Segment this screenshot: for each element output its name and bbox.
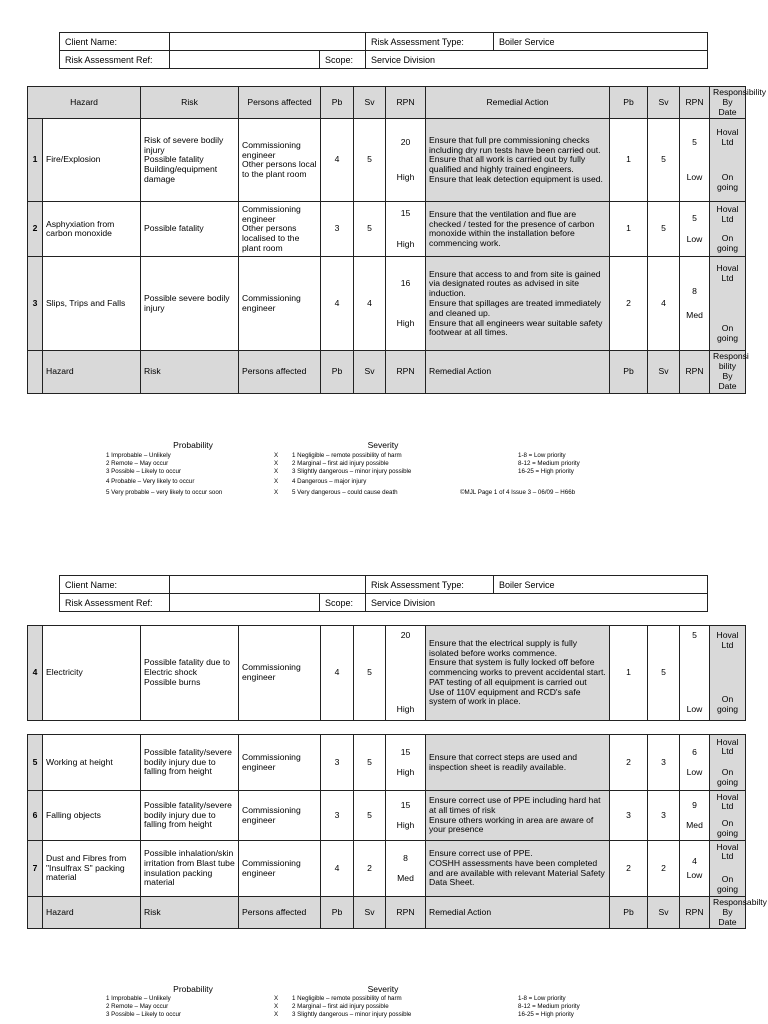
col-responsibility: Responsi bility By Date <box>710 351 746 393</box>
col-hazard: Hazard <box>43 351 141 393</box>
pb2-cell: 2 <box>610 257 648 351</box>
sv2-cell: 5 <box>648 119 680 202</box>
row-number: 1 <box>28 119 43 202</box>
assessment-type-value: Boiler Service <box>494 576 708 594</box>
multiply-sign: X <box>274 1011 279 1018</box>
row-number: 6 <box>28 791 43 841</box>
row-number: 7 <box>28 841 43 897</box>
rpn2-cell <box>680 841 710 897</box>
pb2-cell: 3 <box>610 791 648 841</box>
responsible-party: Hoval Ltd <box>716 204 739 225</box>
due-date: On going <box>716 817 739 838</box>
persons-cell: Commissioning engineer <box>239 791 321 841</box>
rpn-level: High <box>396 766 415 777</box>
responsibility-cell <box>710 257 746 351</box>
rpn-level: Med <box>397 872 414 883</box>
hazard-cell: Dust and Fibres from "Insulfrax S" packing material <box>43 841 141 897</box>
pb-cell: 3 <box>321 735 354 791</box>
priority-item: 16-25 = High priority <box>518 1011 574 1018</box>
col-pb2: Pb <box>610 897 648 929</box>
sv2-cell: 5 <box>648 626 680 721</box>
column-header-row <box>28 87 746 119</box>
pb2-cell: 2 <box>610 841 648 897</box>
severity-item: 3 Slightly dangerous – minor injury possible <box>292 1011 412 1018</box>
rpn2-level: Med <box>686 310 703 321</box>
probability-title: Probability <box>173 984 213 994</box>
severity-item: 2 Marginal – first aid injury possible <box>292 460 389 467</box>
pb-cell: 3 <box>321 202 354 257</box>
severity-item: 4 Dangerous – major injury <box>292 478 367 485</box>
persons-cell: Commissioning engineer Other persons localised to the plant room <box>239 202 321 257</box>
row-number: 3 <box>28 257 43 351</box>
rpn-level: High <box>396 704 415 715</box>
col-pb: Pb <box>321 87 354 119</box>
table-row <box>28 791 746 841</box>
persons-cell: Commissioning engineer <box>239 626 321 721</box>
col-remedial: Remedial Action <box>426 87 610 119</box>
rpn-cell <box>386 626 426 721</box>
responsible-party: Hoval Ltd <box>716 262 739 283</box>
responsibility-cell <box>710 626 746 721</box>
risk-cell: Possible fatality/severe bodily injury due to falling from height <box>141 791 239 841</box>
rpn-value: 8 <box>403 852 408 863</box>
sv2-cell: 4 <box>648 257 680 351</box>
risk-cell: Possible fatality <box>141 202 239 257</box>
table-row <box>28 626 746 721</box>
client-name-label: Client Name: <box>60 33 170 51</box>
pb-cell: 4 <box>321 119 354 202</box>
priority-item: 8-12 = Medium priority <box>518 460 580 467</box>
assessment-ref-label: Risk Assessment Ref: <box>60 594 170 612</box>
remedial-cell: Ensure that correct steps are used and inspection sheet is readily available. <box>426 735 610 791</box>
table-row <box>28 257 746 351</box>
rpn2-level: Low <box>686 869 703 880</box>
sv2-cell: 2 <box>648 841 680 897</box>
risk-key-2 <box>0 984 768 1024</box>
priority-item: 16-25 = High priority <box>518 468 574 475</box>
remedial-cell: Ensure that access to and from site is gained via designated routes as advised in site induction. Ensure that spillages are treated immediately and cleaned up. Ensure that all engineers wear suitable safety footwear at all times. <box>426 257 610 351</box>
col-rpn2: RPN <box>680 87 710 119</box>
rpn2-cell <box>680 626 710 721</box>
scope-label: Scope: <box>320 594 366 612</box>
responsible-party: Hoval Ltd <box>716 127 739 148</box>
table-row <box>28 735 746 791</box>
pb2-cell: 1 <box>610 119 648 202</box>
rpn-value: 15 <box>400 799 411 810</box>
rpn-cell <box>386 202 426 257</box>
remedial-cell: Ensure correct use of PPE including hard hat at all times of risk Ensure others working in area are aware of your presence <box>426 791 610 841</box>
hazard-cell: Slips, Trips and Falls <box>43 257 141 351</box>
col-pb: Pb <box>321 897 354 929</box>
multiply-sign: X <box>274 995 279 1002</box>
responsibility-cell <box>710 841 746 897</box>
col-pb: Pb <box>321 351 354 393</box>
pb2-cell: 2 <box>610 735 648 791</box>
multiply-sign: X <box>274 1003 279 1010</box>
responsible-party: Hoval Ltd <box>716 736 739 757</box>
risk-cell: Possible fatality due to Electric shock Possible burns <box>141 626 239 721</box>
page-footer: ©MJL Page 1 of 4 Issue 3 – 06/09 – H66b <box>460 489 576 496</box>
severity-title: Severity <box>367 984 399 994</box>
col-rpn: RPN <box>386 87 426 119</box>
footer-header-row <box>28 897 746 929</box>
persons-cell: Commissioning engineer Other persons local to the plant room <box>239 119 321 202</box>
due-date: On going <box>716 694 739 715</box>
probability-item: 2 Remote – May occur <box>106 460 169 467</box>
severity-item: 5 Very dangerous – could cause death <box>292 489 398 496</box>
col-persons: Persons affected <box>239 897 321 929</box>
multiply-sign: X <box>274 460 279 467</box>
header-table-2 <box>59 575 708 612</box>
col-hazard: Hazard <box>28 87 141 119</box>
scope-value: Service Division <box>366 51 708 69</box>
multiply-sign: X <box>274 489 279 496</box>
priority-item: 8-12 = Medium priority <box>518 1003 580 1010</box>
hazard-cell: Working at height <box>43 735 141 791</box>
rpn2-level: Low <box>686 171 703 182</box>
remedial-cell: Ensure that full pre commissioning checks including dry run tests have been carried out. Ensure that all work is carried out by fully qualified and highly trained engineers. Ensure that leak detection equipment is used. <box>426 119 610 202</box>
due-date: On going <box>717 232 739 253</box>
rpn-cell <box>386 119 426 202</box>
rpn-value: 20 <box>400 630 411 640</box>
responsibility-cell <box>710 119 746 202</box>
rpn-value: 15 <box>400 208 411 219</box>
col-risk: Risk <box>141 351 239 393</box>
rpn-cell <box>386 735 426 791</box>
responsibility-cell <box>710 202 746 257</box>
risk-cell: Possible severe bodily injury <box>141 257 239 351</box>
sv-cell: 5 <box>354 735 386 791</box>
multiply-sign: X <box>274 478 279 485</box>
col-risk: Risk <box>141 897 239 929</box>
col-risk: Risk <box>141 87 239 119</box>
risk-cell: Possible fatality/severe bodily injury due to falling from height <box>141 735 239 791</box>
risk-key-1 <box>0 440 768 500</box>
severity-title: Severity <box>367 440 399 450</box>
scope-value: Service Division <box>366 594 708 612</box>
table-row <box>28 841 746 897</box>
probability-item: 3 Possible – Likely to occur <box>106 1011 181 1018</box>
sv2-cell: 3 <box>648 735 680 791</box>
assessment-ref-value <box>170 51 320 69</box>
probability-item: 1 Improbable – Unlikely <box>106 452 171 459</box>
rpn2-level: Med <box>686 819 703 830</box>
rpn2-cell <box>680 257 710 351</box>
sv2-cell: 5 <box>648 202 680 257</box>
col-sv: Sv <box>354 897 386 929</box>
rpn-level: High <box>396 819 415 830</box>
rpn2-value: 9 <box>692 799 697 810</box>
persons-cell: Commissioning engineer <box>239 257 321 351</box>
col-rpn2: RPN <box>680 351 710 393</box>
severity-item: 3 Slightly dangerous – minor injury possible <box>292 468 412 475</box>
due-date: On going <box>717 171 739 192</box>
sv-cell: 5 <box>354 119 386 202</box>
client-name-label: Client Name: <box>60 576 170 594</box>
assessment-type-label: Risk Assessment Type: <box>366 33 494 51</box>
priority-item: 1-8 = Low priority <box>518 452 566 459</box>
probability-item: 3 Possible – Likely to occur <box>106 468 181 475</box>
multiply-sign: X <box>274 452 279 459</box>
rpn2-value: 4 <box>692 855 697 866</box>
pb2-cell: 1 <box>610 202 648 257</box>
risk-table-1 <box>27 86 767 394</box>
col-sv2: Sv <box>648 87 680 119</box>
due-date: On going <box>717 323 739 344</box>
remedial-cell: Ensure that the electrical supply is fully isolated before works commence. Ensure that system is fully locked off before commencing works to prevent accidental start. PAT testing of all equipment is carried out Use of 110V equipment and RCD's safe system of work in place. <box>426 626 610 721</box>
table-row <box>28 202 746 257</box>
client-name-value <box>170 576 366 594</box>
responsible-party: Hoval Ltd <box>716 841 739 862</box>
col-sv: Sv <box>354 87 386 119</box>
risk-cell: Risk of severe bodily injury Possible fatality Building/equipment damage <box>141 119 239 202</box>
rpn2-level: Low <box>686 704 703 715</box>
rpn2-level: Low <box>686 766 703 777</box>
probability-item: 1 Improbable – Unlikely <box>106 995 171 1002</box>
probability-item: 4 Probable – Very likely to occur <box>106 478 195 485</box>
sv-cell: 5 <box>354 791 386 841</box>
sv-cell: 4 <box>354 257 386 351</box>
col-rpn: RPN <box>386 897 426 929</box>
col-pb2: Pb <box>610 351 648 393</box>
assessment-type-value: Boiler Service <box>494 33 708 51</box>
responsibility-cell <box>710 735 746 791</box>
risk-cell: Possible inhalation/skin irritation from Blast tube insulation packing material <box>141 841 239 897</box>
hazard-cell: Fire/Explosion <box>43 119 141 202</box>
risk-table-2b <box>27 734 767 929</box>
sv-cell: 2 <box>354 841 386 897</box>
col-rpn: RPN <box>386 351 426 393</box>
rpn2-value: 5 <box>692 137 697 148</box>
pb-cell: 4 <box>321 626 354 721</box>
col-remedial: Remedial Action <box>426 351 610 393</box>
due-date: On going <box>716 873 739 894</box>
remedial-cell: Ensure that the ventilation and flue are checked / tested for the presence of carbon monoxide within the installation before commencing work. <box>426 202 610 257</box>
col-responsibility: Responsabilty By Date <box>710 897 746 929</box>
col-remedial: Remedial Action <box>426 897 610 929</box>
sv2-cell: 3 <box>648 791 680 841</box>
footer-header-row <box>28 351 746 393</box>
rpn-value: 16 <box>400 277 411 288</box>
sv-cell: 5 <box>354 202 386 257</box>
priority-item: 1-8 = Low priority <box>518 995 566 1002</box>
col-sv2: Sv <box>648 351 680 393</box>
rpn2-cell <box>680 735 710 791</box>
responsible-party: Hoval Ltd <box>716 791 739 812</box>
rpn-value: 20 <box>400 137 411 148</box>
client-name-value <box>170 33 366 51</box>
hazard-cell: Asphyxiation from carbon monoxide <box>43 202 141 257</box>
col-sv2: Sv <box>648 897 680 929</box>
probability-title: Probability <box>173 440 213 450</box>
probability-item: 2 Remote – May occur <box>106 1003 169 1010</box>
row-number: 4 <box>28 626 43 721</box>
due-date: On going <box>716 766 739 787</box>
col-persons: Persons affected <box>239 351 321 393</box>
pb-cell: 4 <box>321 841 354 897</box>
rpn2-cell <box>680 202 710 257</box>
pb-cell: 3 <box>321 791 354 841</box>
responsibility-cell <box>710 791 746 841</box>
pb-cell: 4 <box>321 257 354 351</box>
probability-item: 5 Very probable – very likely to occur soon <box>106 489 223 496</box>
rpn2-cell <box>680 791 710 841</box>
sv-cell: 5 <box>354 626 386 721</box>
col-sv: Sv <box>354 351 386 393</box>
rpn2-cell <box>680 119 710 202</box>
rpn-cell <box>386 791 426 841</box>
scope-label: Scope: <box>320 51 366 69</box>
pb2-cell: 1 <box>610 626 648 721</box>
severity-item: 1 Negligible – remote possibility of harm <box>292 995 402 1002</box>
rpn2-value: 6 <box>692 746 697 757</box>
rpn-value: 15 <box>400 746 411 757</box>
row-number: 2 <box>28 202 43 257</box>
responsible-party: Hoval Ltd <box>716 630 739 650</box>
rpn-level: High <box>396 171 415 182</box>
col-pb2: Pb <box>610 87 648 119</box>
col-rpn2: RPN <box>680 897 710 929</box>
severity-item: 2 Marginal – first aid injury possible <box>292 1003 389 1010</box>
rpn2-value: 5 <box>692 630 697 640</box>
rpn-cell <box>386 841 426 897</box>
risk-table-2a <box>27 625 746 721</box>
assessment-ref-value <box>170 594 320 612</box>
header-table-1 <box>59 32 708 69</box>
persons-cell: Commissioning engineer <box>239 735 321 791</box>
col-hazard: Hazard <box>43 897 141 929</box>
severity-item: 1 Negligible – remote possibility of harm <box>292 452 402 459</box>
assessment-type-label: Risk Assessment Type: <box>366 576 494 594</box>
col-persons: Persons affected <box>239 87 321 119</box>
hazard-cell: Electricity <box>43 626 141 721</box>
assessment-ref-label: Risk Assessment Ref: <box>60 51 170 69</box>
table-row <box>28 119 746 202</box>
rpn2-value: 5 <box>692 213 697 224</box>
persons-cell: Commissioning engineer <box>239 841 321 897</box>
hazard-cell: Falling objects <box>43 791 141 841</box>
rpn-level: High <box>396 238 415 249</box>
remedial-cell: Ensure correct use of PPE. COSHH assessments have been completed and are available with relevant Material Safety Data Sheet. <box>426 841 610 897</box>
rpn-cell <box>386 257 426 351</box>
rpn2-level: Low <box>686 233 703 244</box>
multiply-sign: X <box>274 468 279 475</box>
row-number: 5 <box>28 735 43 791</box>
rpn-level: High <box>396 318 415 329</box>
rpn2-value: 8 <box>692 285 697 296</box>
col-responsibility: Responsibility By Date <box>710 87 746 119</box>
